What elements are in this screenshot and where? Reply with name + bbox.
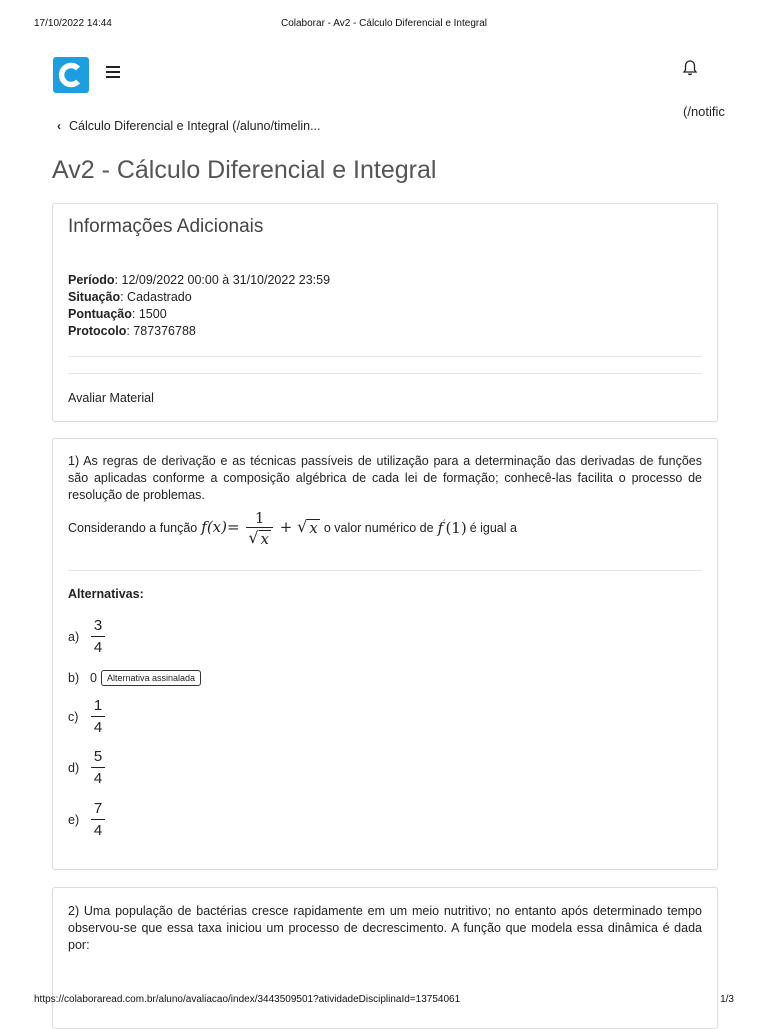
- question-1-formula: [68, 509, 517, 547]
- pontuacao-row: [68, 306, 330, 323]
- periodo-row: [68, 272, 330, 289]
- print-footer: [0, 994, 768, 1008]
- print-header: [0, 18, 768, 32]
- question-2-text: 2) Uma população de bactérias cresce rapidamente em um meio nutritivo; no entanto após determinado tempo observou-se que essa taxa iniciou um processo de decrescimento. A função que modela essa dinâmica é dada por:: [68, 904, 702, 952]
- info-details: [68, 272, 330, 340]
- derivative-formula: f′(1): [437, 519, 467, 537]
- print-page-title: Colaborar - Av2 - Cálculo Diferencial e Integral: [280, 18, 488, 29]
- divider: [68, 356, 702, 357]
- protocolo-label: Protocolo: [68, 324, 127, 338]
- periodo-label: Período: [68, 273, 115, 287]
- pontuacao-label: Pontuação: [68, 307, 132, 321]
- alternative-fraction: 3 4: [90, 617, 106, 656]
- periodo-value: : 12/09/2022 00:00 à 31/10/2022 23:59: [114, 273, 331, 287]
- bell-icon[interactable]: [682, 59, 698, 77]
- protocolo-row: [68, 323, 330, 340]
- alternative-letter: e): [68, 812, 80, 827]
- divider: [68, 570, 702, 571]
- situacao-row: [68, 289, 330, 306]
- formula-suffix: é igual a: [469, 521, 517, 535]
- alternative-c[interactable]: [68, 697, 106, 736]
- formula-prefix: Considerando a função: [68, 521, 198, 535]
- function-formula: f(x)= 1 √ x + √ x: [201, 509, 318, 548]
- divider: [68, 373, 702, 374]
- question-1-text: 1) As regras de derivação e as técnicas passíveis de utilização para a determinação das derivadas de funções são aplicadas conforme a composição algébrica de cada lei de formação; conhecê-las facilita o processo de resolução de problemas.: [68, 454, 702, 502]
- question-1-card: [52, 438, 718, 870]
- breadcrumb-label[interactable]: Cálculo Diferencial e Integral (/aluno/timelin...: [69, 119, 321, 133]
- print-page-number: 1/3: [720, 994, 734, 1005]
- situacao-label: Situação: [68, 290, 121, 304]
- alternative-letter: d): [68, 760, 80, 775]
- alternative-letter: b): [68, 671, 80, 685]
- print-url: https://colaboraread.com.br/aluno/avaliacao/index/3443509501?atividadeDisciplinaId=13754061: [34, 994, 461, 1005]
- chevron-left-icon: ‹: [57, 119, 61, 133]
- selected-badge: Alternativa assinalada: [101, 670, 201, 686]
- breadcrumb[interactable]: [57, 119, 321, 133]
- print-datetime: 17/10/2022 14:44: [34, 18, 112, 29]
- alternative-d[interactable]: [68, 748, 106, 787]
- alternatives-label: Alternativas:: [68, 587, 144, 601]
- formula-mid: o valor numérico de: [323, 521, 434, 535]
- avaliar-material-link[interactable]: Avaliar Material: [68, 391, 154, 405]
- hamburger-menu-icon[interactable]: [106, 66, 120, 78]
- info-card-title: Informações Adicionais: [68, 216, 264, 237]
- situacao-value: : Cadastrado: [120, 290, 192, 304]
- page-title: Av2 - Cálculo Diferencial e Integral: [52, 156, 437, 184]
- alternative-a[interactable]: [68, 617, 106, 656]
- alternative-e[interactable]: [68, 800, 106, 839]
- protocolo-value: : 787376788: [126, 324, 196, 338]
- alternative-fraction: 5 4: [90, 748, 106, 787]
- colaborar-logo-icon[interactable]: [53, 57, 89, 93]
- notifications-link[interactable]: (/notific: [683, 104, 725, 119]
- alternative-letter: a): [68, 629, 80, 644]
- alternative-b[interactable]: [68, 670, 201, 686]
- pontuacao-value: : 1500: [131, 307, 167, 321]
- alternative-value: 0: [90, 671, 97, 685]
- alternative-fraction: 1 4: [90, 697, 106, 736]
- alternative-fraction: 7 4: [90, 800, 106, 839]
- alternative-letter: c): [68, 709, 79, 724]
- info-card: [52, 203, 718, 422]
